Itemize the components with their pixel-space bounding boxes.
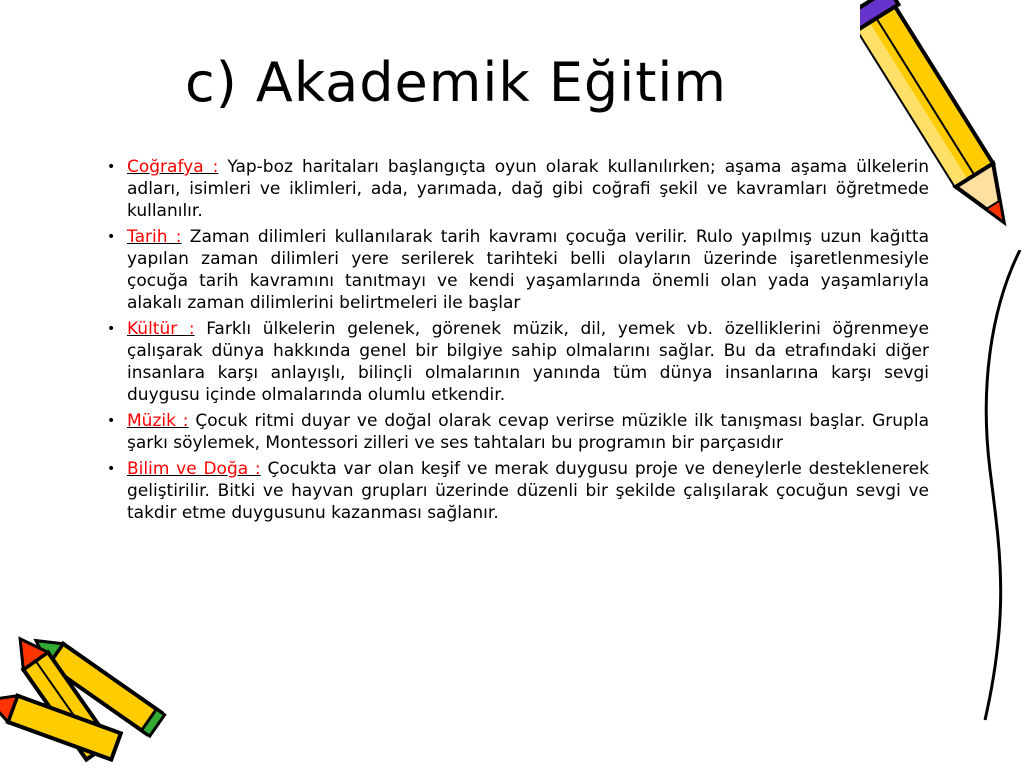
bullet-icon: • xyxy=(107,229,116,245)
item-text: Yap-boz haritaları başlangıçta oyun olarak kullanılırken; aşama aşama ülkelerin adları, isimleri ve iklimleri, ada, yarımada, dağ gibi coğrafi şekil ve kavramları öğretmede kullanılır. xyxy=(127,157,930,221)
item-text: Çocuk ritmi duyar ve doğal olarak cevap verirse müzikle ilk tanışması başlar. Grupla şarkı söylemek, Montessori zilleri ve ses tahtaları bu programın bir parçasıdır xyxy=(127,411,929,453)
slide-body xyxy=(107,156,929,528)
bullet-icon: • xyxy=(107,413,116,429)
term-label: Tarih : xyxy=(127,227,182,247)
pencil-icon xyxy=(860,0,1020,245)
list-item-muzik xyxy=(107,410,929,454)
term-label: Müzik : xyxy=(127,411,189,431)
list-item-tarih xyxy=(107,226,929,314)
item-text: Zaman dilimleri kullanılarak tarih kavramı çocuğa verilir. Rulo yapılmış uzun kağıtta yapılan zaman dilimleri yere serilerek tarihteki belli olayların üzerinde işaretlenmesiyle çocuğa tarih kavramını tanıtmayı ve kendi yaşamlarında önemli olan yada yaşamlarıyla alakalı zaman dilimlerini belirtmeleri ile başlar xyxy=(127,227,929,313)
list-item-bilim-doga xyxy=(107,458,929,524)
slide-title: c) Akademik Eğitim xyxy=(185,51,727,114)
term-label: Bilim ve Doğa : xyxy=(127,459,261,479)
list-item-cografya xyxy=(107,156,929,222)
bullet-list xyxy=(107,156,929,524)
crayons-icon xyxy=(0,615,200,765)
item-text: Farklı ülkelerin gelenek, görenek müzik, dil, yemek vb. özelliklerini öğrenmeye çalışarak dünya hakkında genel bir bilgiye sahip olmalarını sağlar. Bu da etrafındaki diğer insanlara karşı anlayışlı, bilinçli olmalarının yanında tüm dünya insanlarına karşı sevgi duygusu içinde olmalarında olumlu etkendir. xyxy=(127,319,930,405)
list-item-kultur xyxy=(107,318,929,406)
item-text: Çocukta var olan keşif ve merak duygusu proje ve deneylerle desteklenerek geliştirilir. Bitki ve hayvan grupları üzerinde düzenli bir şekilde çalışılarak çocuğun sevgi ve takdir etme duygusunu kazanması sağlanır. xyxy=(127,459,929,523)
bullet-icon: • xyxy=(107,461,116,477)
curved-line-decoration xyxy=(960,250,1024,730)
bullet-icon: • xyxy=(107,159,116,175)
bullet-icon: • xyxy=(107,321,116,337)
term-label: Kültür : xyxy=(127,319,195,339)
term-label: Coğrafya : xyxy=(127,157,219,177)
